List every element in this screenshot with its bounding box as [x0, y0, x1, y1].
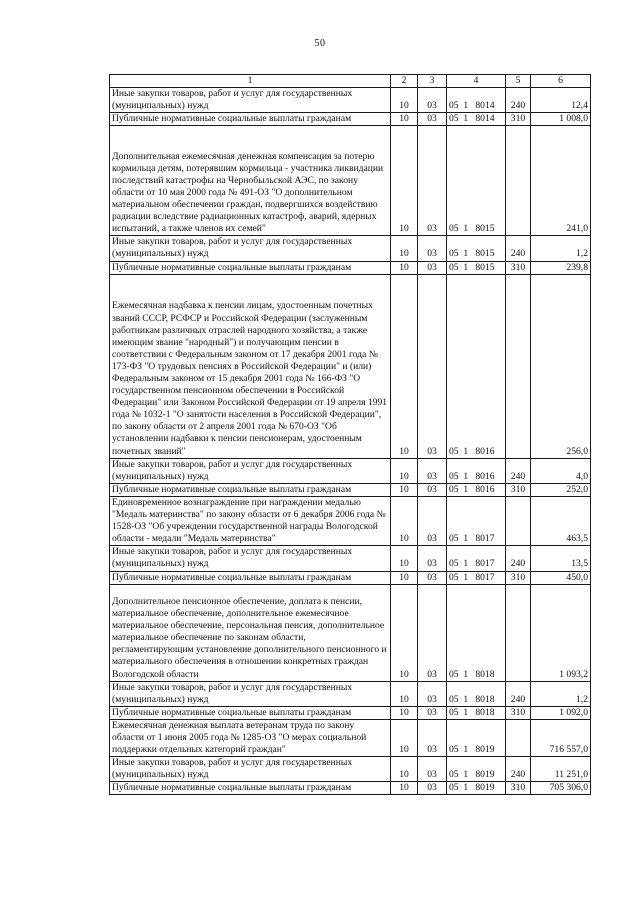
- description-cell: Дополнительная ежемесячная денежная компенсация за потерю кормильца детям, потерявшим кормильца - участника ликвидации последствий катастрофы на Чернобыльской АЭС, по закону области от 10 мая 2000 года № 491-ОЗ "О дополнительном материальном обеспечении граждан, подвергшихся воздействию радиации вследствие радиационных катастроф, аварий, ядерных испытаний, а также членов их семей": [110, 126, 391, 236]
- target-article-cell: 05 1 8019: [447, 757, 506, 782]
- header-col-6: 6: [531, 75, 591, 88]
- description-cell: Иные закупки товаров, работ и услуг для государственных (муниципальных) нужд: [110, 681, 391, 706]
- table-row: [110, 681, 591, 706]
- expense-type-cell: 240: [506, 546, 531, 571]
- expense-type-cell: 240: [506, 88, 531, 113]
- amount-cell: 13,5: [531, 546, 591, 571]
- target-article-cell: 05 1 8017: [447, 496, 506, 545]
- target-article-cell: 05 1 8016: [447, 483, 506, 496]
- target-article-cell: 05 1 8014: [447, 88, 506, 113]
- expense-type-cell: 310: [506, 706, 531, 719]
- subsection-cell: 03: [418, 546, 447, 571]
- table-row: [110, 571, 591, 584]
- section-cell: 10: [391, 584, 418, 681]
- description-cell: Ежемесячная надбавка к пенсии лицам, удостоенным почетных званий СССР, РСФСР и Российской Федерации (заслуженным работникам различных отраслей народного хозяйства, а также имеющим звание "народный") и получающим пенсии в соответствии с Федеральным законом от 17 декабря 2001 года № 173-ФЗ "О трудовых пенсиях в Российской Федерации" и (или) Федеральным законом от 15 декабря 2001 года № 166-ФЗ "О государственном пенсионном обеспечении в Российской Федерации" или Законом Российской Федерации от 19 апреля 1991 года № 1032-1 "О занятости населения в Российской Федерации", по закону области от 2 апреля 2001 года № 670-ОЗ "Об установлении надбавки к пенсии пенсионерам, удостоенным почетных званий": [110, 274, 391, 458]
- section-cell: 10: [391, 546, 418, 571]
- description-cell: Публичные нормативные социальные выплаты гражданам: [110, 782, 391, 795]
- target-article-cell: 05 1 8019: [447, 782, 506, 795]
- expense-type-cell: 310: [506, 571, 531, 584]
- table-row: [110, 113, 591, 126]
- subsection-cell: 03: [418, 706, 447, 719]
- description-cell: Иные закупки товаров, работ и услуг для государственных (муниципальных) нужд: [110, 88, 391, 113]
- section-cell: 10: [391, 113, 418, 126]
- section-cell: 10: [391, 496, 418, 545]
- expense-type-cell: 240: [506, 757, 531, 782]
- table-row: [110, 719, 591, 756]
- target-article-cell: 05 1 8015: [447, 261, 506, 274]
- table-row: [110, 274, 591, 458]
- description-cell: Иные закупки товаров, работ и услуг для государственных (муниципальных) нужд: [110, 546, 391, 571]
- amount-cell: 12,4: [531, 88, 591, 113]
- table-row: [110, 126, 591, 236]
- amount-cell: 1,2: [531, 236, 591, 261]
- subsection-cell: 03: [418, 113, 447, 126]
- section-cell: 10: [391, 458, 418, 483]
- amount-cell: 239,8: [531, 261, 591, 274]
- table-row: [110, 236, 591, 261]
- amount-cell: 463,5: [531, 496, 591, 545]
- amount-cell: 256,0: [531, 274, 591, 458]
- section-cell: 10: [391, 261, 418, 274]
- subsection-cell: 03: [418, 261, 447, 274]
- description-cell: Иные закупки товаров, работ и услуг для государственных (муниципальных) нужд: [110, 236, 391, 261]
- section-cell: 10: [391, 274, 418, 458]
- expense-type-cell: 240: [506, 458, 531, 483]
- section-cell: 10: [391, 719, 418, 756]
- page-number: 50: [314, 38, 326, 49]
- table-row: [110, 496, 591, 545]
- target-article-cell: 05 1 8016: [447, 458, 506, 483]
- target-article-cell: 05 1 8019: [447, 719, 506, 756]
- table-row: [110, 782, 591, 795]
- subsection-cell: 03: [418, 681, 447, 706]
- description-cell: Ежемесячная денежная выплата ветеранам труда по закону области от 1 июня 2005 года № 1285-ОЗ "О мерах социальной поддержки отдельных категорий граждан": [110, 719, 391, 756]
- subsection-cell: 03: [418, 584, 447, 681]
- expense-type-cell: [506, 584, 531, 681]
- subsection-cell: 03: [418, 236, 447, 261]
- description-cell: Иные закупки товаров, работ и услуг для государственных (муниципальных) нужд: [110, 757, 391, 782]
- subsection-cell: 03: [418, 458, 447, 483]
- expense-type-cell: [506, 496, 531, 545]
- subsection-cell: 03: [418, 126, 447, 236]
- description-cell: Публичные нормативные социальные выплаты гражданам: [110, 261, 391, 274]
- target-article-cell: 05 1 8015: [447, 236, 506, 261]
- header-col-2: 2: [391, 75, 418, 88]
- budget-table: [109, 74, 591, 795]
- description-cell: Публичные нормативные социальные выплаты гражданам: [110, 571, 391, 584]
- expense-type-cell: 240: [506, 236, 531, 261]
- table-row: [110, 261, 591, 274]
- description-cell: Иные закупки товаров, работ и услуг для государственных (муниципальных) нужд: [110, 458, 391, 483]
- expense-type-cell: 240: [506, 681, 531, 706]
- expense-type-cell: 310: [506, 782, 531, 795]
- expense-type-cell: 310: [506, 261, 531, 274]
- subsection-cell: 03: [418, 757, 447, 782]
- section-cell: 10: [391, 88, 418, 113]
- section-cell: 10: [391, 571, 418, 584]
- table-row: [110, 546, 591, 571]
- table-row: [110, 757, 591, 782]
- description-cell: Дополнительное пенсионное обеспечение, доплата к пенсии, материальное обеспечение, дополнительное ежемесячное материальное обеспечение, персональная пенсия, дополнительное материальное обеспечение по законам области, регламентирующим установление дополнительного пенсионного и материального обеспечения в отношении конкретных граждан Вологодской области: [110, 584, 391, 681]
- target-article-cell: 05 1 8016: [447, 274, 506, 458]
- amount-cell: 4,0: [531, 458, 591, 483]
- amount-cell: 1 093,2: [531, 584, 591, 681]
- amount-cell: 241,0: [531, 126, 591, 236]
- expense-type-cell: [506, 719, 531, 756]
- table-header-row: [110, 75, 591, 88]
- header-col-1: 1: [110, 75, 391, 88]
- amount-cell: 1 092,0: [531, 706, 591, 719]
- amount-cell: 450,0: [531, 571, 591, 584]
- header-col-4: 4: [447, 75, 506, 88]
- amount-cell: 252,0: [531, 483, 591, 496]
- description-cell: Публичные нормативные социальные выплаты гражданам: [110, 113, 391, 126]
- table-body: [110, 88, 591, 795]
- subsection-cell: 03: [418, 483, 447, 496]
- subsection-cell: 03: [418, 88, 447, 113]
- subsection-cell: 03: [418, 496, 447, 545]
- section-cell: 10: [391, 706, 418, 719]
- subsection-cell: 03: [418, 571, 447, 584]
- section-cell: 10: [391, 782, 418, 795]
- subsection-cell: 03: [418, 719, 447, 756]
- table-row: [110, 458, 591, 483]
- subsection-cell: 03: [418, 782, 447, 795]
- description-cell: Публичные нормативные социальные выплаты гражданам: [110, 483, 391, 496]
- expense-type-cell: [506, 274, 531, 458]
- target-article-cell: 05 1 8017: [447, 546, 506, 571]
- section-cell: 10: [391, 126, 418, 236]
- target-article-cell: 05 1 8017: [447, 571, 506, 584]
- amount-cell: 1,2: [531, 681, 591, 706]
- target-article-cell: 05 1 8018: [447, 706, 506, 719]
- target-article-cell: 05 1 8018: [447, 681, 506, 706]
- target-article-cell: 05 1 8014: [447, 113, 506, 126]
- expense-type-cell: 310: [506, 483, 531, 496]
- expense-type-cell: 310: [506, 113, 531, 126]
- table-row: [110, 88, 591, 113]
- table-row: [110, 584, 591, 681]
- section-cell: 10: [391, 757, 418, 782]
- section-cell: 10: [391, 483, 418, 496]
- target-article-cell: 05 1 8018: [447, 584, 506, 681]
- description-cell: Публичные нормативные социальные выплаты гражданам: [110, 706, 391, 719]
- amount-cell: 11 251,0: [531, 757, 591, 782]
- amount-cell: 1 008,0: [531, 113, 591, 126]
- amount-cell: 705 306,0: [531, 782, 591, 795]
- header-col-5: 5: [506, 75, 531, 88]
- header-col-3: 3: [418, 75, 447, 88]
- expense-type-cell: [506, 126, 531, 236]
- table-row: [110, 483, 591, 496]
- section-cell: 10: [391, 681, 418, 706]
- subsection-cell: 03: [418, 274, 447, 458]
- table-row: [110, 706, 591, 719]
- description-cell: Единовременное вознаграждение при награждении медалью "Медаль материнства" по закону области от 6 декабря 2006 года № 1528-ОЗ "Об учреждении государственной награды Вологодской области - медали "Медаль материнства": [110, 496, 391, 545]
- target-article-cell: 05 1 8015: [447, 126, 506, 236]
- section-cell: 10: [391, 236, 418, 261]
- amount-cell: 716 557,0: [531, 719, 591, 756]
